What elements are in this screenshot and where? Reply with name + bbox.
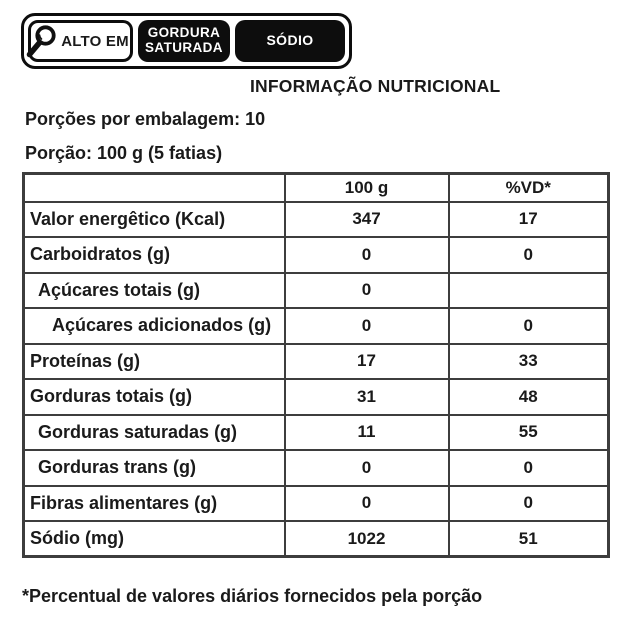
nutrient-label: Açúcares adicionados (g) <box>24 308 285 344</box>
table-row <box>24 273 609 309</box>
nutrient-label: Proteínas (g) <box>24 344 285 380</box>
per-100g-value: 0 <box>285 273 449 309</box>
daily-value-percent: 0 <box>449 450 609 486</box>
alto-em-pill <box>28 20 133 62</box>
tag-gordura-saturada <box>138 20 230 62</box>
nutrient-label: Sódio (mg) <box>24 521 285 557</box>
daily-value-percent: 48 <box>449 379 609 415</box>
per-100g-value: 1022 <box>285 521 449 557</box>
table-header-row <box>24 174 609 202</box>
daily-value-percent: 0 <box>449 237 609 273</box>
table-row <box>24 379 609 415</box>
daily-value-percent: 55 <box>449 415 609 451</box>
nutrient-label: Gorduras trans (g) <box>24 450 285 486</box>
table-row <box>24 202 609 238</box>
serving-size-line: Porção: 100 g (5 fatias) <box>25 143 223 163</box>
daily-value-footnote: *Percentual de valores diários fornecidos pela porção <box>22 586 483 606</box>
daily-value-percent: 0 <box>449 308 609 344</box>
nutrient-label: Carboidratos (g) <box>24 237 285 273</box>
nutrient-label: Gorduras totais (g) <box>24 379 285 415</box>
daily-value-column-header: %VD* <box>449 174 609 202</box>
table-row <box>24 521 609 557</box>
nutrition-table-body <box>24 202 609 557</box>
nutrient-label: Açúcares totais (g) <box>24 273 285 309</box>
table-row <box>24 450 609 486</box>
servings-per-package-line: Porções por embalagem: 10 <box>25 109 266 129</box>
alto-em-label: ALTO EM <box>61 32 129 50</box>
magnifier-icon <box>24 23 60 59</box>
table-row <box>24 237 609 273</box>
tag-line: SÓDIO <box>266 32 314 49</box>
daily-value-percent: 33 <box>449 344 609 380</box>
nutrient-label: Gorduras saturadas (g) <box>24 415 285 451</box>
nutrition-table <box>22 172 610 558</box>
nutrient-label: Fibras alimentares (g) <box>24 486 285 522</box>
daily-value-percent: 0 <box>449 486 609 522</box>
daily-value-percent: 17 <box>449 202 609 238</box>
per-100g-value: 11 <box>285 415 449 451</box>
nutrient-column-header <box>24 174 285 202</box>
per-100g-column-header: 100 g <box>285 174 449 202</box>
per-100g-value: 0 <box>285 450 449 486</box>
tag-sodio <box>235 20 345 62</box>
per-100g-value: 347 <box>285 202 449 238</box>
daily-value-percent: 51 <box>449 521 609 557</box>
section-title: INFORMAÇÃO NUTRICIONAL <box>250 76 501 96</box>
tag-line: GORDURA <box>147 25 221 41</box>
table-row <box>24 308 609 344</box>
table-row <box>24 415 609 451</box>
daily-value-percent <box>449 273 609 309</box>
table-row <box>24 486 609 522</box>
per-100g-value: 0 <box>285 308 449 344</box>
per-100g-value: 0 <box>285 486 449 522</box>
per-100g-value: 31 <box>285 379 449 415</box>
per-100g-value: 17 <box>285 344 449 380</box>
table-row <box>24 344 609 380</box>
high-in-warning-seal <box>21 13 352 69</box>
nutrient-label: Valor energêtico (Kcal) <box>24 202 285 238</box>
tag-line: SATURADA <box>145 40 223 55</box>
per-100g-value: 0 <box>285 237 449 273</box>
